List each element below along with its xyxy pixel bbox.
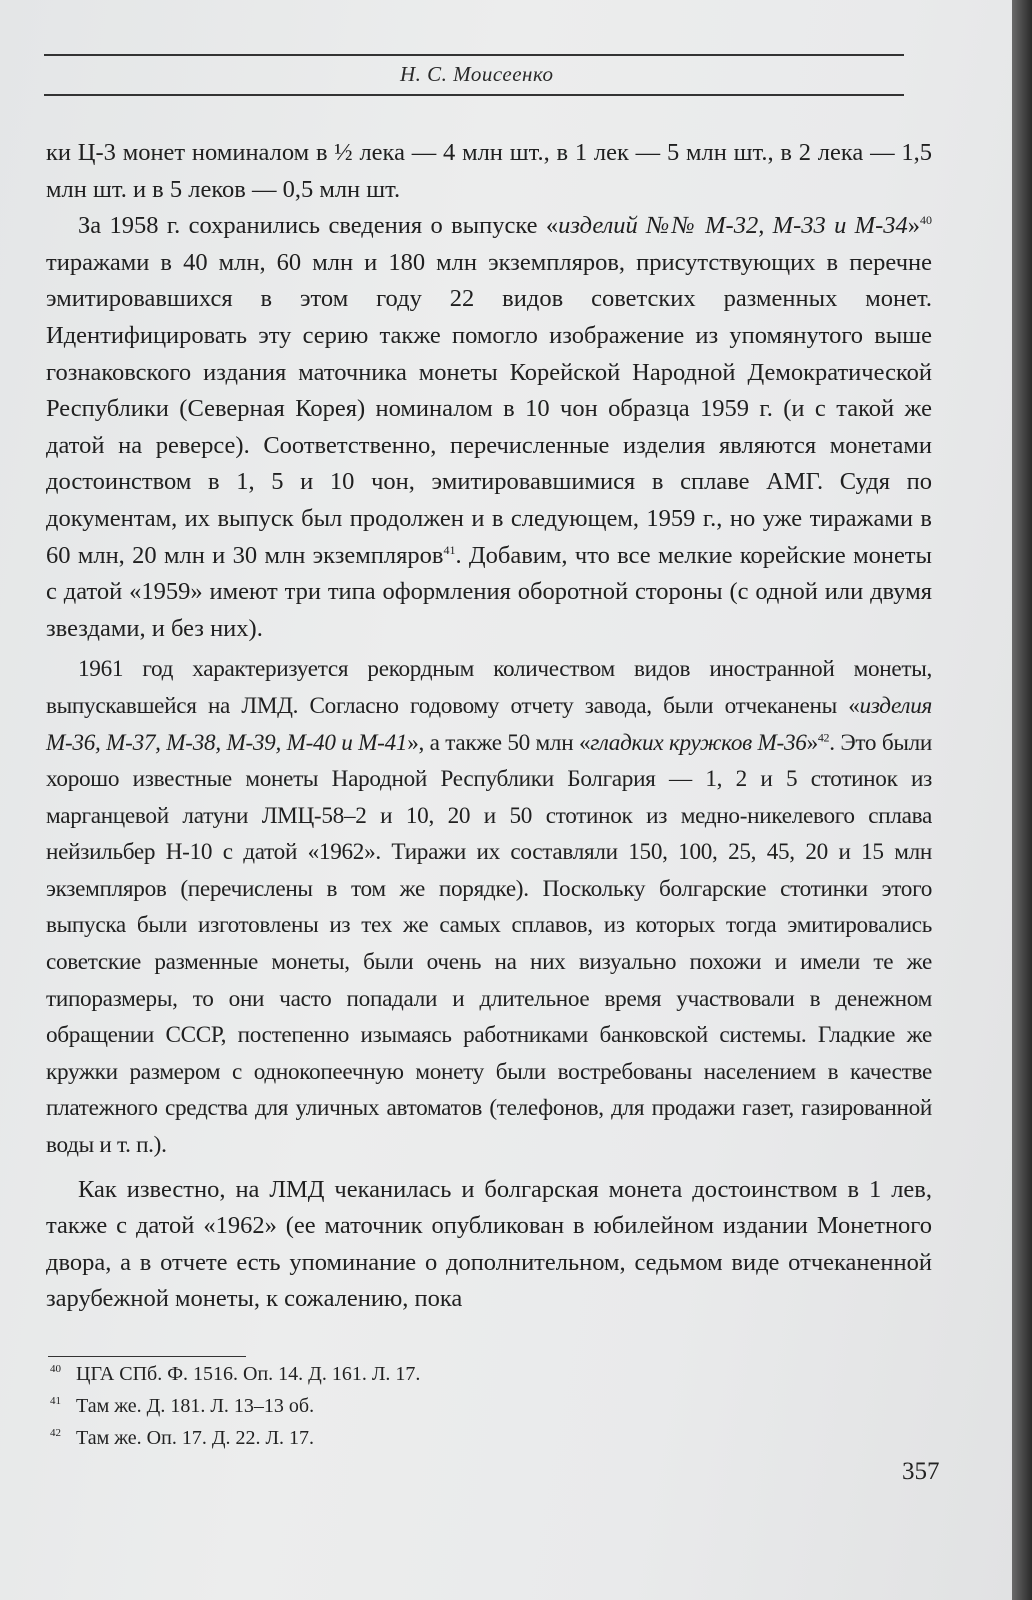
p2-text-1: За 1958 г. сохранились сведения о выпуске « <box>78 212 559 240</box>
paragraph-1 <box>46 135 932 208</box>
p4-text: Как известно, на ЛМД чеканилась и болгарская монета достоинством в 1 лев, также с датой «1962» (ее маточник опубликован в юбилейном издании Монетного двора, а в отчете есть упоминание о дополнительном, седьмом виде отчеканенной зарубежной монеты, к сожалению, пока <box>46 1175 932 1313</box>
body-text <box>46 135 932 1318</box>
footnote-separator <box>48 1356 246 1357</box>
p3-text-4: . Это были хорошо известные монеты Народной Республики Болгария — 1, 2 и 5 стотинок из марганцевой латуни ЛМЦ-58–2 и 10, 20 и 50 стотинок из медно-никелевого сплава нейзильбер Н-10 с датой «1962». Тиражи их составляли 150, 100, 25, 45, 20 и 15 млн экземпляров (перечислены в том же порядке). Поскольку болгарские стотинки этого выпуска были изготовлены из тех же самых сплавов, из которых тогда эмитировались советские разменные монеты, были очень на них визуально похожи и имели те же типоразмеры, то они часто попадали и длительное время участвовали в денежном обращении СССР, постепенно изымаясь работниками банковской системы. Гладкие же кружки размером с однокопеечную монету были востребованы населением в качестве платежного средства для уличных автоматов (телефонов, для продажи газет, газированной воды и т. п.). <box>46 729 933 1159</box>
p3-text-1: 1961 год характеризуется рекордным количеством видов иностранной монеты, выпускавшейся на ЛМД. Согласно годовому отчету завода, были отчеканены « <box>46 656 932 719</box>
header-rule-top <box>44 54 904 56</box>
p2-text-3: тиражами в 40 млн, 60 млн и 180 млн экземпляров, присутствующих в перечне эмитировавшихся в этом году 22 видов советских разменных монет. Идентифицировать эту серию также помогло изображение из упомянутого выше гознаковского издания маточника монеты Корейской Народной Демократической Республики (Северная Корея) номиналом в 10 чон образца 1959 г. (и с такой же датой на реверсе). Соответственно, перечисленные изделия являются монетами достоинством в 1, 5 и 10 чон, эмитировавшимися в сплаве АМГ. Судя по документам, их выпуск был продолжен и в следующем, 1959 г., но уже тиражами в 60 млн, 20 млн и 30 млн экземпляров <box>46 248 932 569</box>
page-edge-shadow <box>1012 0 1032 1600</box>
footnote-ref-42[interactable]: 42 <box>817 729 830 744</box>
header-rule-bottom <box>44 94 904 96</box>
footnote-number: 41 <box>50 1395 61 1407</box>
footnote-42 <box>50 1424 750 1456</box>
footnote-text: Там же. Оп. 17. Д. 22. Л. 17. <box>76 1427 315 1449</box>
footnote-41 <box>50 1392 750 1424</box>
p3-text-2: », а также 50 млн « <box>407 729 591 756</box>
p3-text-3: » <box>806 729 818 756</box>
footnote-ref-41[interactable]: 41 <box>443 542 456 557</box>
paragraph-4 <box>46 1172 932 1318</box>
p2-italic-items: изделий №№ М-32, М-33 и М-34 <box>558 212 908 240</box>
footnote-text: Там же. Д. 181. Л. 13–13 об. <box>76 1395 315 1417</box>
footnote-text: ЦГА СПб. Ф. 1516. Оп. 14. Д. 161. Л. 17. <box>76 1363 421 1385</box>
footnotes <box>50 1360 750 1456</box>
p3-italic-items: изделия М-36, М-37, М-38, М-39, М-40 и М-41 <box>46 692 932 756</box>
paragraph-3 <box>46 651 932 1163</box>
footnote-40 <box>50 1360 750 1392</box>
page-number: 357 <box>902 1458 940 1485</box>
running-head: Н. С. Моисеенко <box>400 62 554 86</box>
p1-text: ки Ц-3 монет номиналом в ½ лека — 4 млн шт., в 1 лек — 5 млн шт., в 2 лека — 1,5 млн шт. и в 5 леков — 0,5 млн шт. <box>46 139 932 203</box>
p2-text-4: . Добавим, что все мелкие корейские монеты с датой «1959» имеют три типа оформления оборотной стороны (с одной или двумя звездами, и без них). <box>46 541 932 642</box>
footnote-ref-40[interactable]: 40 <box>920 213 933 228</box>
paragraph-2 <box>46 208 932 647</box>
p2-text-2: » <box>907 212 921 240</box>
p3-italic-blanks: гладких кружков М-36 <box>590 729 807 756</box>
footnote-number: 40 <box>50 1363 61 1375</box>
footnote-number: 42 <box>50 1427 61 1439</box>
